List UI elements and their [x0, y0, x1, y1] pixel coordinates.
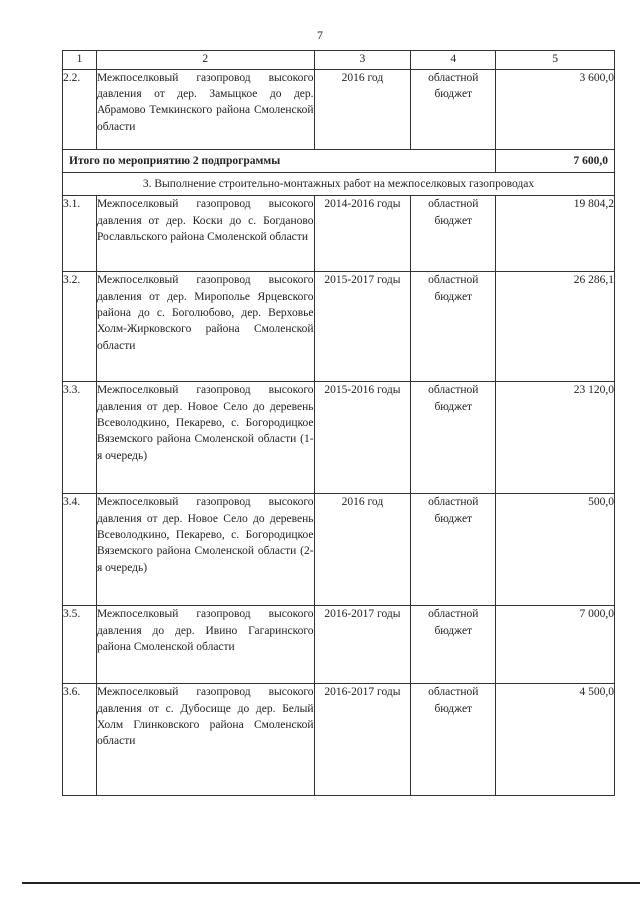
- column-number: 4: [411, 51, 496, 70]
- item-period: 2016 год: [314, 69, 411, 149]
- table-row: [63, 606, 615, 684]
- item-name: Межпоселковый газопровод высокого давления от дер. Миропольe Ярцевского района до с. Боголюбово, дер. Верховье Холм-Жирковского района Смоленской области: [96, 272, 314, 382]
- item-amount: 4 500,0: [496, 684, 615, 796]
- program-table: [62, 50, 615, 796]
- section-title: 3. Выполнение строительно-монтажных работ на межпоселковых газопроводах: [63, 173, 615, 196]
- item-number: 3.3.: [63, 382, 97, 494]
- item-number: 3.6.: [63, 684, 97, 796]
- item-amount: 23 120,0: [496, 382, 615, 494]
- item-number: 3.1.: [63, 196, 97, 272]
- item-source: областной бюджет: [411, 606, 496, 684]
- item-source: областной бюджет: [411, 382, 496, 494]
- item-number: 3.4.: [63, 494, 97, 606]
- total-row: [63, 149, 615, 172]
- bottom-rule: [22, 882, 640, 884]
- section-row: [63, 173, 615, 196]
- item-name: Межпоселковый газопровод высокого давления от с. Дубосище до дер. Белый Холм Глинковского района Смоленской области: [96, 684, 314, 796]
- table-row: [63, 494, 615, 606]
- table-row: [63, 684, 615, 796]
- item-name: Межпоселковый газопровод высокого давления от дер. Замыцкое до дер. Абрамово Темкинского района Смоленской области: [96, 69, 314, 149]
- item-number: 2.2.: [63, 69, 97, 149]
- page-number: 7: [317, 28, 323, 42]
- item-amount: 26 286,1: [496, 272, 615, 382]
- item-period: 2015-2017 годы: [314, 272, 411, 382]
- item-period: 2016 год: [314, 494, 411, 606]
- column-number: 2: [96, 51, 314, 70]
- item-amount: 500,0: [496, 494, 615, 606]
- item-name: Межпоселковый газопровод высокого давления от дер. Коски до с. Богданово Рославльского района Смоленской области: [96, 196, 314, 272]
- item-source: областной бюджет: [411, 69, 496, 149]
- item-period: 2015-2016 годы: [314, 382, 411, 494]
- item-source: областной бюджет: [411, 196, 496, 272]
- item-name: Межпоселковый газопровод высокого давления от дер. Новое Село до деревень Всеволодкино, Пекарево, с. Богородицкое Вяземского района Смоленской области (2-я очередь): [96, 494, 314, 606]
- table-row: [63, 196, 615, 272]
- item-amount: 19 804,2: [496, 196, 615, 272]
- table-row: [63, 272, 615, 382]
- item-source: областной бюджет: [411, 494, 496, 606]
- column-number: 3: [314, 51, 411, 70]
- item-period: 2014-2016 годы: [314, 196, 411, 272]
- table-row: [63, 69, 615, 149]
- column-number: 1: [63, 51, 97, 70]
- item-number: 3.2.: [63, 272, 97, 382]
- item-source: областной бюджет: [411, 272, 496, 382]
- item-number: 3.5.: [63, 606, 97, 684]
- item-source: областной бюджет: [411, 684, 496, 796]
- column-number-row: [63, 51, 615, 70]
- total-amount: 7 600,0: [496, 149, 615, 172]
- table-row: [63, 382, 615, 494]
- item-name: Межпоселковый газопровод высокого давления от дер. Новое Село до деревень Всеволодкино, Пекарево, с. Богородицкое Вяземского района Смоленской области (1-я очередь): [96, 382, 314, 494]
- item-amount: 7 000,0: [496, 606, 615, 684]
- column-number: 5: [496, 51, 615, 70]
- total-label: Итого по мероприятию 2 подпрограммы: [63, 149, 496, 172]
- item-name: Межпоселковый газопровод высокого давления до дер. Ивино Гагаринского района Смоленской области: [96, 606, 314, 684]
- item-period: 2016-2017 годы: [314, 606, 411, 684]
- item-period: 2016-2017 годы: [314, 684, 411, 796]
- item-amount: 3 600,0: [496, 69, 615, 149]
